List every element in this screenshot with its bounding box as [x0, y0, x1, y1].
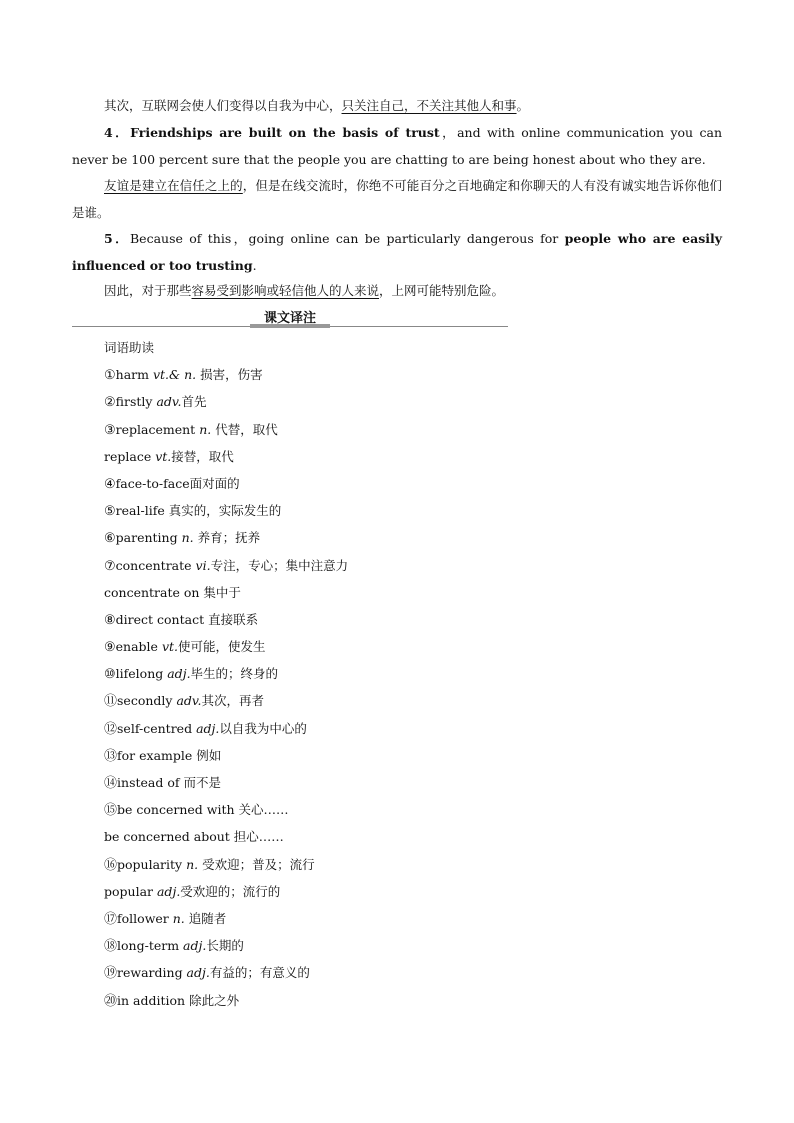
section-title	[250, 312, 330, 328]
vocabulary-item	[104, 878, 704, 905]
item-word: follower	[117, 910, 173, 926]
item-number: ④	[104, 476, 116, 492]
item-meaning: 长期的	[206, 938, 244, 954]
item-word: parenting	[115, 530, 182, 546]
item-part-of-speech: n.	[172, 910, 185, 926]
item-word: popularity	[117, 856, 187, 872]
item-word: replace	[104, 448, 156, 464]
item-meaning: 除此之外	[189, 992, 240, 1008]
item-number: ⑩	[104, 667, 116, 683]
vocabulary-item	[104, 633, 704, 660]
section-header	[72, 312, 508, 330]
item-number: ⑬	[104, 748, 118, 764]
vocabulary-item	[104, 443, 704, 470]
item-part-of-speech: adj.	[156, 883, 181, 899]
item-number: ⑮	[104, 803, 118, 819]
vocabulary-item	[104, 552, 704, 579]
item-word: for example	[117, 747, 197, 763]
vocabulary-item	[104, 851, 704, 878]
vocabulary-item	[104, 388, 704, 415]
vocabulary-list	[104, 334, 704, 1014]
item-word: direct contact	[115, 611, 209, 627]
item-part-of-speech: adj.	[183, 938, 207, 954]
item-number: ⑪	[104, 694, 118, 710]
paragraph-3-translation	[72, 92, 722, 119]
item-number: ①	[104, 368, 116, 384]
vocabulary-item	[104, 497, 704, 524]
item-part-of-speech: n.	[199, 421, 212, 437]
item-number: ⑭	[104, 776, 118, 791]
item-number: ⑤	[104, 504, 116, 520]
item-meaning: 例如	[196, 747, 222, 763]
paragraph-4-translation	[72, 172, 722, 226]
section-title-text: 课文译注	[263, 311, 316, 326]
vocabulary-item	[104, 987, 704, 1014]
item-word: popular	[104, 883, 157, 899]
item-meaning: 追随者	[184, 910, 227, 926]
vocabulary-heading: 词语助读	[104, 340, 155, 355]
bold-phrase: Friendships are built on the basis of trust	[130, 125, 440, 140]
text-segment: ，但是在线交流时，你绝不可能百分之百地确定和你聊天的人有没有诚实地告诉你他们是谁。	[72, 178, 722, 220]
item-word: rewarding	[117, 965, 187, 981]
item-number: ⑧	[104, 612, 116, 628]
text-segment: ，and with online communication you can never be 100 percent sure that the people you are chatting to are being honest about who they are.	[72, 125, 722, 167]
paragraph-4-english	[72, 119, 722, 173]
item-number: ⑨	[104, 640, 116, 656]
item-word: instead of	[117, 775, 184, 790]
item-number: ⑯	[104, 857, 118, 873]
item-word: firstly	[115, 394, 157, 410]
text-segment: .	[252, 258, 257, 273]
item-meaning: 面对面的	[189, 475, 240, 491]
item-number: ⑳	[104, 993, 118, 1009]
item-part-of-speech: vi.	[195, 557, 211, 573]
item-meaning: 而不是	[183, 775, 221, 790]
item-part-of-speech: vt.& n.	[152, 367, 197, 383]
underlined-phrase: 容易受到影响或轻信他人的人来说	[191, 283, 380, 298]
text-segment: 因此，对于那些	[104, 283, 192, 298]
item-part-of-speech: adj.	[196, 720, 220, 736]
text-segment: ，上网可能特别危险。	[379, 283, 505, 298]
paragraph-number: 4．	[104, 125, 131, 140]
item-meaning: 受欢迎的；流行的	[180, 883, 281, 899]
vocabulary-item	[104, 687, 704, 714]
item-meaning: 首先	[181, 394, 207, 410]
item-number: ⑥	[104, 531, 116, 547]
item-meaning: 关心……	[238, 802, 289, 818]
item-part-of-speech: adv.	[176, 693, 202, 709]
item-word: concentrate	[115, 557, 196, 573]
item-part-of-speech: vt.	[161, 639, 178, 655]
item-word: real-life	[115, 503, 169, 519]
item-part-of-speech: adv.	[156, 394, 182, 410]
item-number: ②	[104, 395, 116, 411]
item-number: ⑲	[104, 966, 118, 982]
item-meaning: 毕生的；终身的	[190, 666, 279, 682]
item-word: face-to-face	[115, 475, 190, 491]
vocabulary-item	[104, 579, 704, 606]
paragraph-5-english	[72, 225, 722, 279]
vocabulary-item	[104, 796, 704, 823]
item-number: ③	[104, 422, 116, 438]
item-word: enable	[115, 639, 162, 655]
vocabulary-item	[104, 416, 704, 443]
item-part-of-speech: adj.	[167, 666, 191, 682]
item-meaning: 专注，专心；集中注意力	[210, 557, 349, 573]
text-segment: 。	[516, 98, 530, 113]
item-meaning: 以自我为中心的	[219, 720, 307, 736]
item-meaning: 直接联系	[208, 611, 259, 627]
item-number: ⑫	[104, 721, 118, 737]
item-word: harm	[115, 367, 153, 383]
vocabulary-item	[104, 715, 704, 742]
vocabulary-item	[104, 524, 704, 551]
item-word: be concerned with	[117, 802, 239, 818]
vocabulary-item	[104, 606, 704, 633]
underlined-phrase: 只关注自己，不关注其他人和事	[341, 98, 517, 113]
item-meaning: 养育；抚养	[193, 530, 261, 546]
vocabulary-item	[104, 470, 704, 497]
paragraph-5-translation	[72, 277, 722, 304]
item-meaning: 担心……	[233, 829, 284, 845]
text-segment: 其次，互联网会使人们变得以自我为中心，	[104, 98, 342, 113]
bold-phrase: people who are easily influenced or too trusting	[72, 231, 723, 273]
item-number: ⑦	[104, 558, 116, 574]
vocabulary-item	[104, 959, 704, 986]
item-part-of-speech: adj.	[186, 965, 210, 981]
vocabulary-item	[104, 905, 704, 932]
item-meaning: 使可能，使发生	[178, 639, 266, 655]
item-meaning: 集中于	[203, 584, 241, 600]
item-word: replacement	[115, 421, 200, 437]
item-meaning: 受欢迎；普及；流行	[198, 856, 315, 872]
vocabulary-item	[104, 769, 704, 796]
item-meaning: 其次，再者	[201, 693, 264, 709]
item-meaning: 代替，取代	[211, 421, 278, 437]
item-word: be concerned about	[104, 829, 234, 845]
item-part-of-speech: n.	[181, 530, 194, 546]
item-meaning: 真实的，实际发生的	[168, 503, 282, 519]
vocabulary-item	[104, 361, 704, 388]
item-word: lifelong	[115, 666, 168, 682]
vocabulary-item	[104, 742, 704, 769]
item-part-of-speech: vt.	[155, 448, 172, 464]
vocabulary-item	[104, 823, 704, 850]
item-word: in addition	[117, 992, 190, 1008]
item-meaning: 有益的；有意义的	[209, 965, 310, 981]
item-number: ⑰	[104, 911, 118, 927]
item-part-of-speech: n.	[186, 856, 199, 872]
vocabulary-items	[104, 361, 704, 1014]
paragraph-number: 5．	[104, 231, 130, 246]
item-meaning: 接替，取代	[171, 448, 234, 464]
item-number: ⑱	[104, 939, 118, 955]
item-word: self-centred	[117, 720, 197, 736]
vocabulary-item	[104, 932, 704, 959]
item-word: concentrate on	[104, 584, 204, 600]
item-word: secondly	[117, 693, 177, 709]
underlined-phrase: 友谊是建立在信任之上的	[104, 178, 243, 193]
text-segment: Because of this，going online can be particularly dangerous for	[130, 231, 565, 246]
item-word: long-term	[117, 938, 184, 954]
item-meaning: 损害，伤害	[196, 367, 263, 383]
vocabulary-item	[104, 660, 704, 687]
